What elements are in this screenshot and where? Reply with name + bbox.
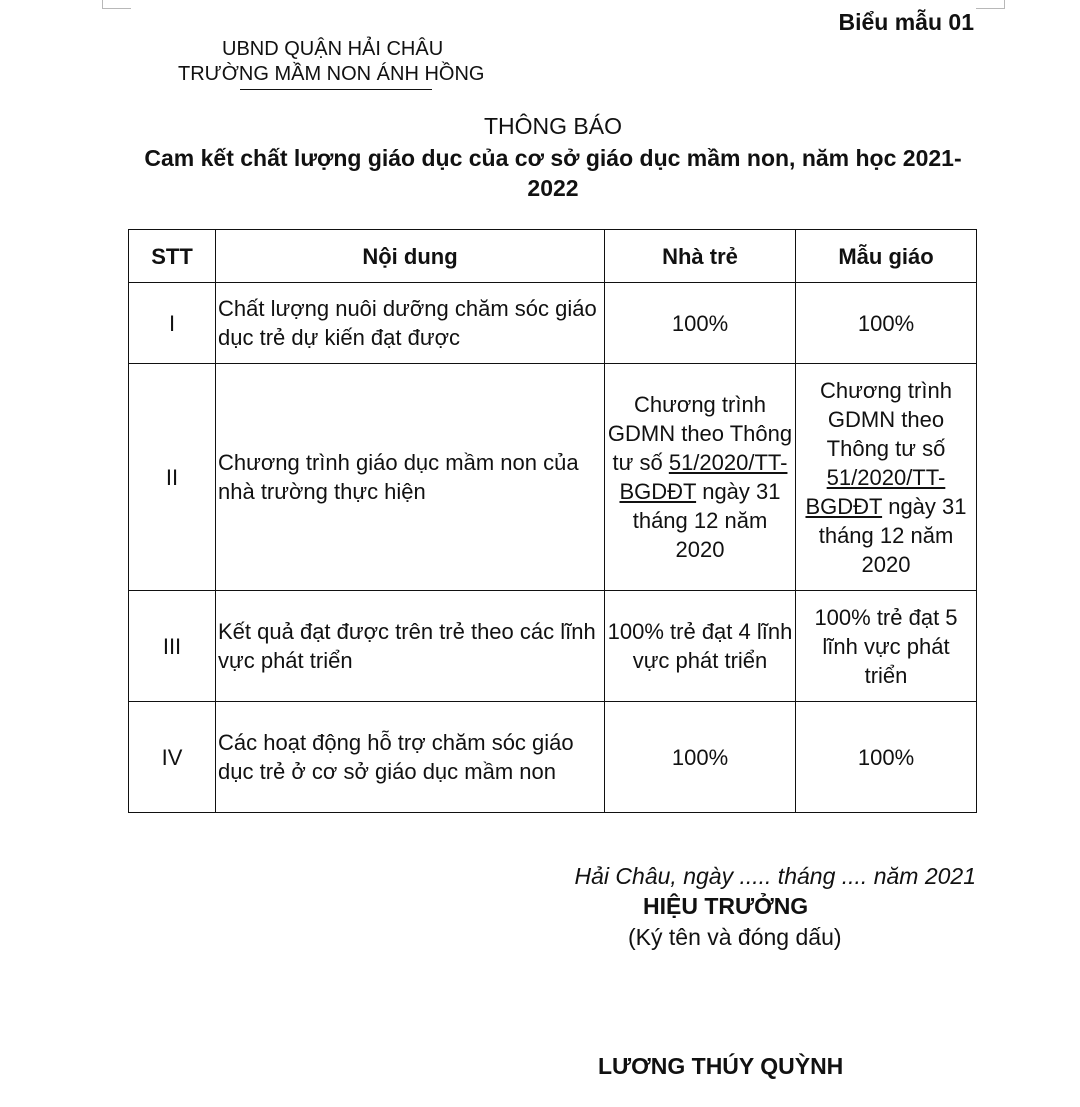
row-content: Kết quả đạt được trên trẻ theo các lĩnh vực phát triển bbox=[216, 591, 605, 702]
header-content: Nội dung bbox=[216, 230, 605, 283]
header-nursery: Nhà trẻ bbox=[605, 230, 796, 283]
program-text: Chương trình GDMN theo Thông tư số bbox=[607, 392, 793, 475]
signer-title: HIỆU TRƯỞNG bbox=[643, 893, 809, 919]
row-nursery bbox=[605, 364, 796, 591]
row-stt: I bbox=[129, 283, 216, 364]
header-stt: STT bbox=[129, 230, 216, 283]
program-date: ngày 31 tháng 12 năm 2020 bbox=[632, 479, 781, 562]
row-kindergarten: 100% bbox=[796, 283, 977, 364]
row-stt: II bbox=[129, 364, 216, 591]
program-text: Chương trình GDMN theo Thông tư số bbox=[820, 377, 952, 461]
circular-reference: 51/2020/TT-BGDĐT bbox=[805, 464, 946, 519]
document-subtitle: Cam kết chất lượng giáo dục của cơ sở giáo dục mầm non, năm học 2021-2022 bbox=[144, 145, 962, 201]
row-stt: IV bbox=[129, 702, 216, 813]
form-label: Biểu mẫu 01 bbox=[838, 9, 974, 35]
row-content: Các hoạt động hỗ trợ chăm sóc giáo dục trẻ ở cơ sở giáo dục mầm non bbox=[216, 702, 605, 813]
page-corner-mark-right bbox=[976, 0, 1005, 9]
row-kindergarten bbox=[796, 364, 977, 591]
school-underline bbox=[240, 89, 432, 90]
agency-name: UBND QUẬN HẢI CHÂU bbox=[222, 38, 444, 60]
page-corner-mark-left bbox=[102, 0, 131, 9]
row-nursery: 100% trẻ đạt 4 lĩnh vực phát triển bbox=[605, 591, 796, 702]
program-date: ngày 31 tháng 12 năm 2020 bbox=[818, 493, 967, 577]
school-name: TRƯỜNG MẦM NON ÁNH HỒNG bbox=[178, 63, 485, 85]
header-kindergarten: Mẫu giáo bbox=[796, 230, 977, 283]
circular-reference: 51/2020/TT-BGDĐT bbox=[619, 450, 788, 504]
place-date: Hải Châu, ngày ..... tháng .... năm 2021 bbox=[574, 863, 976, 889]
row-content: Chất lượng nuôi dưỡng chăm sóc giáo dục trẻ dự kiến đạt được bbox=[216, 283, 605, 364]
table-row bbox=[129, 702, 977, 813]
signer-name: LƯƠNG THÚY QUỲNH bbox=[598, 1053, 844, 1079]
table-row bbox=[129, 364, 977, 591]
document-title: THÔNG BÁO bbox=[483, 113, 622, 139]
row-kindergarten: 100% bbox=[796, 702, 977, 813]
table-row bbox=[129, 283, 977, 364]
row-nursery: 100% bbox=[605, 702, 796, 813]
table-row bbox=[129, 591, 977, 702]
table-header-row bbox=[129, 230, 977, 283]
row-kindergarten: 100% trẻ đạt 5 lĩnh vực phát triển bbox=[796, 591, 977, 702]
signature-note: (Ký tên và đóng dấu) bbox=[628, 924, 842, 950]
row-nursery: 100% bbox=[605, 283, 796, 364]
commitment-table bbox=[128, 229, 977, 813]
row-stt: III bbox=[129, 591, 216, 702]
row-content: Chương trình giáo dục mầm non của nhà trường thực hiện bbox=[216, 364, 605, 591]
